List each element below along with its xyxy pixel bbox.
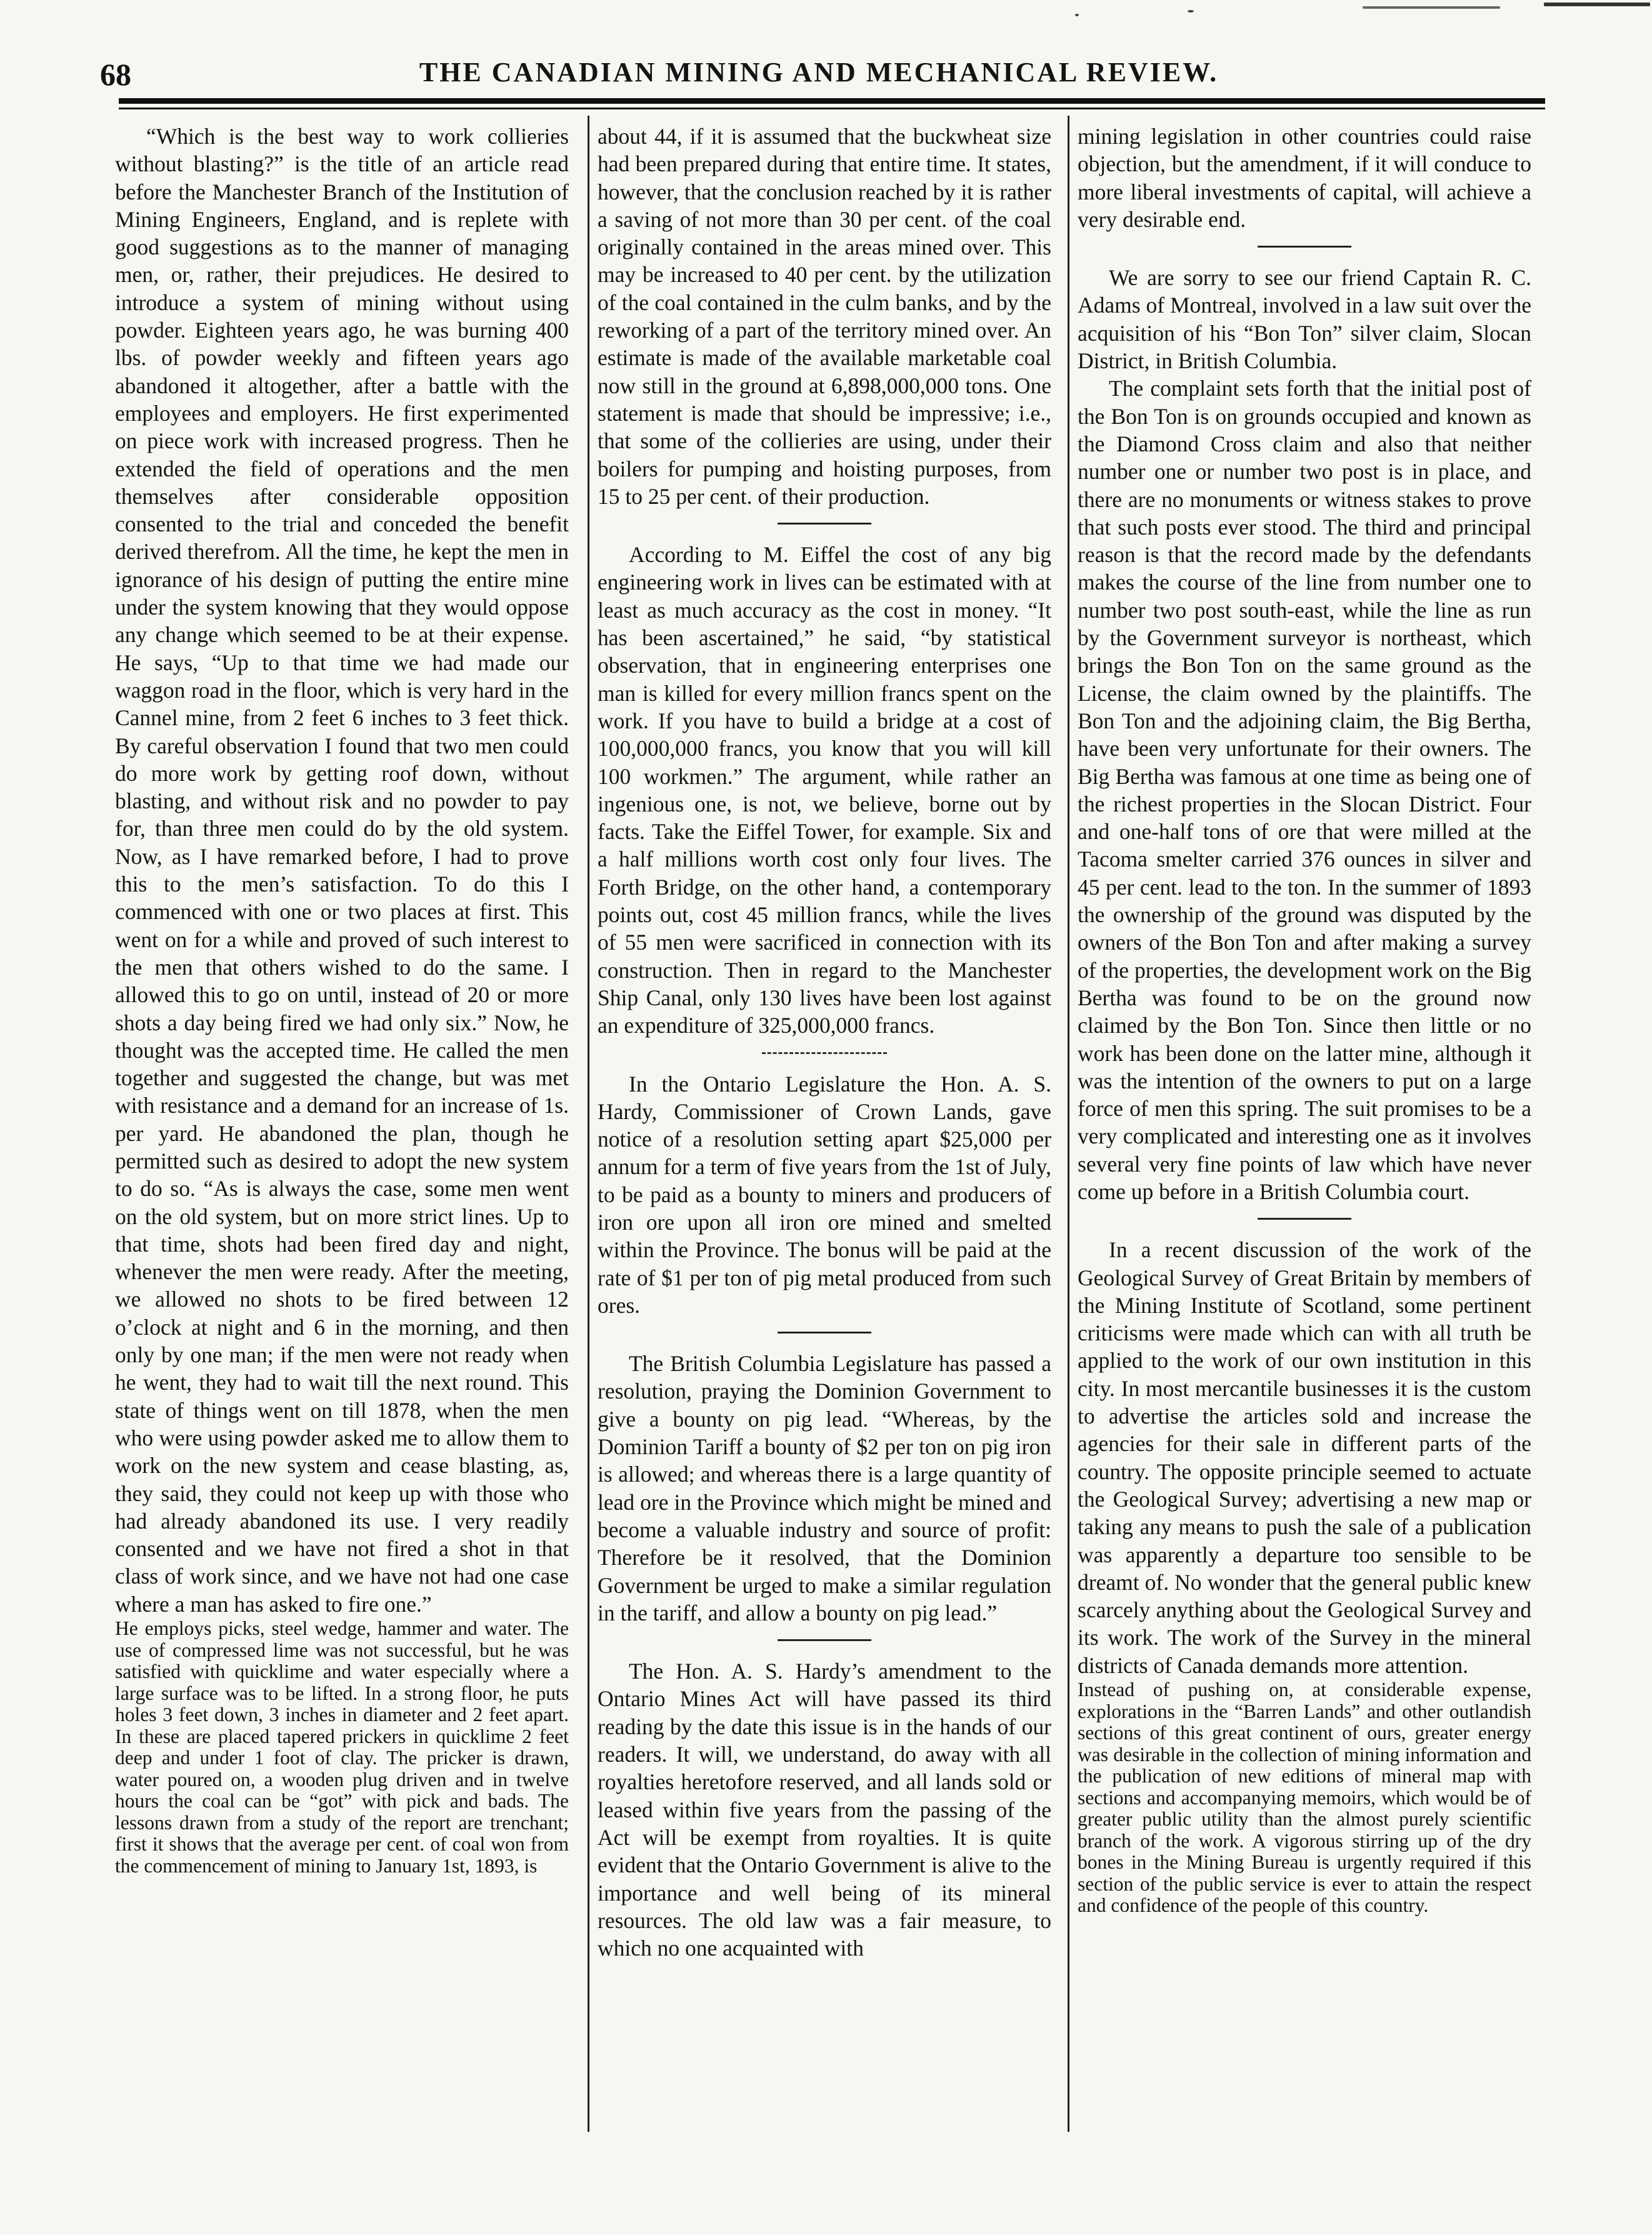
article-separator xyxy=(1258,1218,1351,1220)
article-blasting-continued: He employs picks, steel wedge, hammer and water. The use of compressed lime was not successful, but he was satisfied with quicklime and water especially where a large surface was to be lifted. In a strong floor, he puts holes 3 feet down, 3 inches in diameter and 2 feet apart. In these are placed tapered prickers in quicklime 2 feet deep and under 1 foot of clay. The pricker is drawn, water poured on, a wooden plug driven and in twelve hours the coal can be “got” with pick and bads. The lessons drawn from a study of the report are trenchant; first it shows that the average per cent. of coal won from the commencement of mining to January 1st, 1893, is xyxy=(115,1617,569,1877)
article-separator xyxy=(762,1052,887,1054)
running-title: THE CANADIAN MINING AND MECHANICAL REVIEW. xyxy=(419,57,1219,88)
article-bc-pig-lead: The British Columbia Legislature has passed a resolution, praying the Dominion Government to give a bounty on pig lead. “Whereas, by the Dominion Tariff a bounty of $2 per ton on pig iron is allowed; and whereas there is a large quantity of lead ore in the Province which might be mined and become a valuable industry and source of profit: Therefore be it resolved, that the Dominion Government be urged to make a similar regulation in the tariff, and allow a bounty on pig lead.” xyxy=(598,1351,1051,1625)
article-bon-ton-intro: We are sorry to see our friend Captain R. C. Adams of Montreal, involved in a law suit over the acquisition of his “Bon Ton” silver claim, Slocan District, in British Columbia. xyxy=(1078,265,1531,374)
article-separator xyxy=(1258,246,1351,248)
article-separator xyxy=(778,1639,871,1641)
article-separator xyxy=(778,523,871,525)
article-mines-act: The Hon. A. S. Hardy’s amendment to the Ontario Mines Act will have passed its third reading by the date this issue is in the hands of our readers. It will, we understand, do away with all royalties heretofore reserved, and all lands sold or leased within five years from the passing of the Act will be exempt from royalties. It is quite evident that the Ontario Government is alive to the importance and well being of its mineral resources. The old law was a fair measure, to which no one acquainted with xyxy=(598,1659,1051,1961)
article-eiffel: According to M. Eiffel the cost of any big engineering work in lives can be estimated with at least as much accuracy as the cost in money. “It has been ascertained,” he said, “by statistical observation, that in engineering enterprises one man is killed for every million francs spent on the work. If you have to build a bridge at a cost of 100,000,000 francs, you know that you will kill 100 workmen.” The argument, while rather an ingenious one, is not, we believe, borne out by facts. Take the Eiffel Tower, for example. Six and a half millions worth cost only four lives. The Forth Bridge, on the other hand, a contemporary points out, cost 45 million francs, while the lives of 55 men were sacrificed in connection with its construction. Then in regard to the Manchester Ship Canal, only 130 lives have been lost against an expenditure of 325,000,000 francs. xyxy=(598,542,1051,1038)
article-mines-act-continued: mining legislation in other countries could raise objection, but the amendment, if it will conduce to more liberal investments of capital, will achieve a very desirable end. xyxy=(1078,124,1531,232)
scan-speck xyxy=(1075,14,1079,16)
scan-speck xyxy=(1544,3,1650,6)
article-separator xyxy=(778,1332,871,1333)
column-3 xyxy=(1078,123,1531,2154)
header-rule-thin xyxy=(119,108,1545,109)
column-divider-2 xyxy=(1068,116,1069,2132)
column-2 xyxy=(598,123,1051,2154)
header-rule-thick xyxy=(119,98,1545,104)
article-ontario-bounty: In the Ontario Legislature the Hon. A. S. Hardy, Commissioner of Crown Lands, gave notice of a resolution setting apart $25,000 per annum for a term of five years from the 1st of July, to be paid as a bounty to miners and producers of iron ore upon all iron ore mined and smelted within the Province. The bonus will be paid at the rate of $1 per ton of pig metal produced from such ores. xyxy=(598,1071,1051,1318)
article-geological-survey-continued: Instead of pushing on, at considerable expense, explorations in the “Barren Lands” and other outlandish sections of this great continent of ours, greater energy was desirable in the collection of mining information and the publication of new editions of mineral map with sections and accompanying memoirs, which would be of greater public utility than the almost purely scientific branch of the work. A vigorous stirring up of the dry bones in the Mining Bureau is urgently required if this section of the public service is ever to attain the respect and confidence of the people of this country. xyxy=(1078,1679,1531,1917)
page-header xyxy=(94,53,1544,103)
column-1 xyxy=(115,123,569,2154)
article-geological-survey: In a recent discussion of the work of the Geological Survey of Great Britain by members of the Mining Institute of Scotland, some pertinent criticisms were made which can with all truth be applied to the work of our own institution in this city. In most mercantile businesses it is the custom to advertise the articles sold and increase the agencies for their sale in different parts of the country. The opposite principle seemed to actuate the Geological Survey; advertising a new map or taking any means to push the sale of a publication was apparently a departure too sensible to be dreamt of. No wonder that the general public knew scarcely anything about the Geological Survey and its work. The work of the Survey in the mineral districts of Canada demands more attention. xyxy=(1078,1237,1531,1678)
scan-speck xyxy=(1188,10,1194,13)
article-bon-ton-complaint: The complaint sets forth that the initial post of the Bon Ton is on grounds occupied and known as the Diamond Cross claim and also that neither number one or number two post is in place, and there are no monuments or witness stakes to prove that such posts ever stood. The third and principal reason is that the record made by the defendants makes the course of the line from number one to number two post south-east, while the line as run by the Government surveyor is northeast, which brings the Bon Ton on the same ground as the License, the claim owned by the plaintiffs. The Bon Ton and the adjoining claim, the Big Bertha, have been very unfortunate for their owners. The Big Bertha was famous at one time as being one of the richest properties in the Slocan District. Four and one-half tons of ore that were milled at the Tacoma smelter carried 376 ounces in silver and 45 per cent. lead to the ton. In the summer of 1893 the ownership of the ground was disputed by the owners of the Bon Ton and after making a survey of the properties, the development work on the Big Bertha was found to be on the ground now claimed by the Bon Ton. Since then little or no work has been done on the latter mine, although it was the intention of the owners to put on a large force of men this spring. The suit promises to be a very complicated and interesting one as it involves several very fine points of law which have never come up before in a British Columbia court. xyxy=(1078,376,1531,1204)
article-blasting: “Which is the best way to work collieries without blasting?” is the title of an article read before the Manchester Branch of the Institution of Mining Engineers, England, and is replete with good suggestions as to the manner of managing men, or, rather, their prejudices. He desired to introduce a system of mining without using powder. Eighteen years ago, he was burning 400 lbs. of powder weekly and fifteen years ago abandoned it altogether, after a battle with the employees and employers. He first experimented on piece work with increased progress. Then he extended the field of operations and the men themselves after considerable opposition consented to the trial and conceded the benefit derived therefrom. All the time, he kept the men in ignorance of his design of putting the entire mine under the system knowing that they would oppose any change which seemed to be at their expense. He says, “Up to that time we had made our waggon road in the floor, which is very hard in the Cannel mine, from 2 feet 6 inches to 3 feet thick. By careful observation I found that two men could do more work by getting roof down, without blasting, and without risk and no powder to pay for, than three men could do by the old system. Now, as I have remarked before, I had to prove this to the men’s satisfaction. To do this I commenced with one or two places at first. This went on for a while and proved of such interest to the men that others wished to do the same. I allowed this to go on until, instead of 20 or more shots a day being fired we had only six.” Now, he thought was the accepted time. He called the men together and suggested the change, but was met with resistance and a demand for an increase of 1s. per yard. He abandoned the plan, though he permitted such as desired to adopt the new system to do so. “As is always the case, some men went on the old system, but on more strict lines. Up to that time, shots had been fired day and night, whenever the men were ready. After the meeting, we allowed no shots to be fired between 12 o’clock at night and 6 in the morning, and then only by one man; if the men were not ready when he went, they had to wait till the next round. This state of things went on till 1878, when the men who were using powder asked me to allow them to work on the new system and cease blasting, as, they said, they could not keep up with those who had already abandoned its use. I very readily consented and we have not fired a shot in that class of work since, and we have not had one case where a man has asked to fire one.” xyxy=(115,124,569,1617)
scan-speck xyxy=(1363,6,1500,9)
page-number: 68 xyxy=(100,57,131,92)
column-divider-1 xyxy=(588,116,589,2132)
article-coal-continued: about 44, if it is assumed that the buckwheat size had been prepared during that entire time. It states, however, that the conclusion reached by it is rather a saving of not more than 30 per cent. of the coal originally contained in the areas mined over. This may be increased to 40 per cent. by the utilization of the coal contained in the culm banks, and by the reworking of a part of the territory mined over. An estimate is made of the available marketable coal now still in the ground at 6,898,000,000 tons. One statement is made that should be impressive; i.e., that some of the collieries are using, under their boilers for pumping and hoisting purposes, from 15 to 25 per cent. of their production. xyxy=(598,124,1051,509)
